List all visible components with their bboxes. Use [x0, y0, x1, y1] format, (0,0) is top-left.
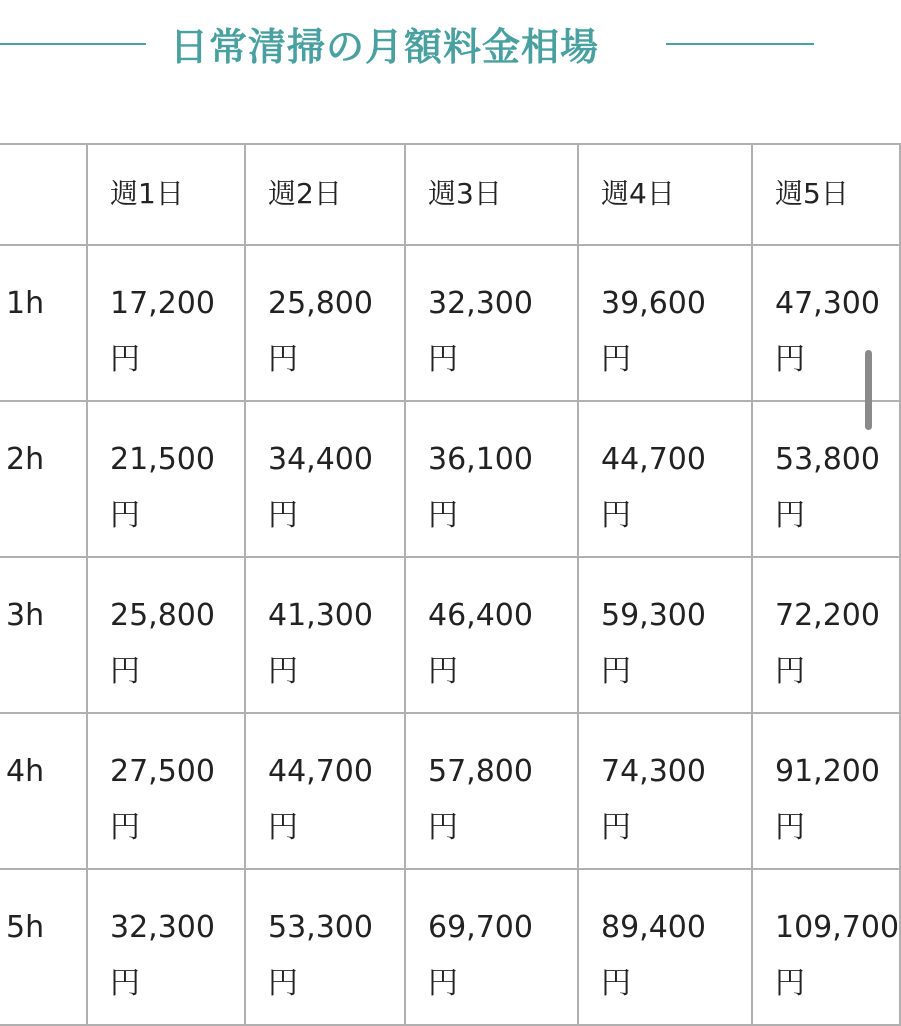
price-cell [245, 401, 405, 557]
price-cell [752, 245, 900, 401]
price-cell [87, 557, 245, 713]
price-unit: 円 [775, 810, 805, 845]
price-value: 53,300 [268, 910, 373, 945]
heading-divider-right [666, 43, 814, 45]
table-header-cell: 週2日 [245, 144, 405, 245]
price-value: 32,300 [110, 910, 215, 945]
price-cell [752, 869, 900, 1025]
price-value: 89,400 [601, 910, 706, 945]
table-header-cell: 週4日 [578, 144, 752, 245]
price-unit: 円 [601, 966, 631, 1001]
price-value: 59,300 [601, 598, 706, 633]
price-value: 27,500 [110, 754, 215, 789]
price-value: 39,600 [601, 286, 706, 321]
row-label-cell: 1h [0, 245, 87, 401]
price-cell [578, 713, 752, 869]
price-unit: 円 [268, 654, 298, 689]
price-value: 46,400 [428, 598, 533, 633]
price-cell [752, 713, 900, 869]
row-label-cell: 5h [0, 869, 87, 1025]
price-cell [405, 713, 578, 869]
price-value: 109,700 [775, 910, 900, 945]
price-unit: 円 [110, 498, 140, 533]
heading-divider-left [0, 43, 146, 45]
price-value: 72,200 [775, 598, 880, 633]
price-cell [87, 713, 245, 869]
table-header-cell: 週5日 [752, 144, 900, 245]
price-cell [752, 401, 900, 557]
price-value: 25,800 [268, 286, 373, 321]
price-unit: 円 [110, 810, 140, 845]
price-value: 36,100 [428, 442, 533, 477]
price-value: 53,800 [775, 442, 880, 477]
price-cell [245, 557, 405, 713]
price-cell [245, 245, 405, 401]
row-label-cell: 2h [0, 401, 87, 557]
price-unit: 円 [268, 342, 298, 377]
price-cell [245, 713, 405, 869]
price-unit: 円 [428, 810, 458, 845]
price-value: 74,300 [601, 754, 706, 789]
price-cell [405, 557, 578, 713]
price-value: 47,300 [775, 286, 880, 321]
price-cell [87, 245, 245, 401]
price-value: 25,800 [110, 598, 215, 633]
price-unit: 円 [601, 498, 631, 533]
table-row [0, 713, 900, 869]
price-unit: 円 [775, 498, 805, 533]
heading-title: 日常清掃の月額料金相場 [170, 25, 600, 69]
table-header-corner [0, 144, 87, 245]
row-label-cell: 3h [0, 557, 87, 713]
price-unit: 円 [110, 654, 140, 689]
price-unit: 円 [775, 966, 805, 1001]
price-unit: 円 [601, 810, 631, 845]
price-value: 32,300 [428, 286, 533, 321]
table-header-cell: 週1日 [87, 144, 245, 245]
price-unit: 円 [428, 966, 458, 1001]
table-row [0, 245, 900, 401]
table-header-cell: 週3日 [405, 144, 578, 245]
price-unit: 円 [268, 810, 298, 845]
price-table [0, 143, 901, 1026]
price-value: 91,200 [775, 754, 880, 789]
price-unit: 円 [268, 498, 298, 533]
price-value: 44,700 [268, 754, 373, 789]
price-unit: 円 [428, 498, 458, 533]
price-cell [405, 869, 578, 1025]
price-cell [752, 557, 900, 713]
price-cell [87, 869, 245, 1025]
price-table-scroll-container[interactable] [0, 143, 900, 1024]
price-unit: 円 [110, 342, 140, 377]
price-cell [578, 401, 752, 557]
price-cell [578, 245, 752, 401]
price-value: 34,400 [268, 442, 373, 477]
price-cell [578, 557, 752, 713]
table-row [0, 557, 900, 713]
price-unit: 円 [775, 342, 805, 377]
price-cell [87, 401, 245, 557]
price-unit: 円 [775, 654, 805, 689]
price-value: 57,800 [428, 754, 533, 789]
section-heading [0, 0, 879, 96]
price-value: 44,700 [601, 442, 706, 477]
price-cell [405, 245, 578, 401]
price-value: 41,300 [268, 598, 373, 633]
price-value: 21,500 [110, 442, 215, 477]
price-unit: 円 [601, 654, 631, 689]
vertical-scrollbar[interactable] [865, 350, 872, 430]
row-label-cell: 4h [0, 713, 87, 869]
table-row [0, 401, 900, 557]
price-unit: 円 [428, 342, 458, 377]
price-value: 17,200 [110, 286, 215, 321]
price-unit: 円 [601, 342, 631, 377]
table-row [0, 869, 900, 1025]
price-cell [405, 401, 578, 557]
price-unit: 円 [110, 966, 140, 1001]
price-cell [245, 869, 405, 1025]
price-value: 69,700 [428, 910, 533, 945]
price-unit: 円 [268, 966, 298, 1001]
price-cell [578, 869, 752, 1025]
price-unit: 円 [428, 654, 458, 689]
table-header-row [0, 144, 900, 245]
